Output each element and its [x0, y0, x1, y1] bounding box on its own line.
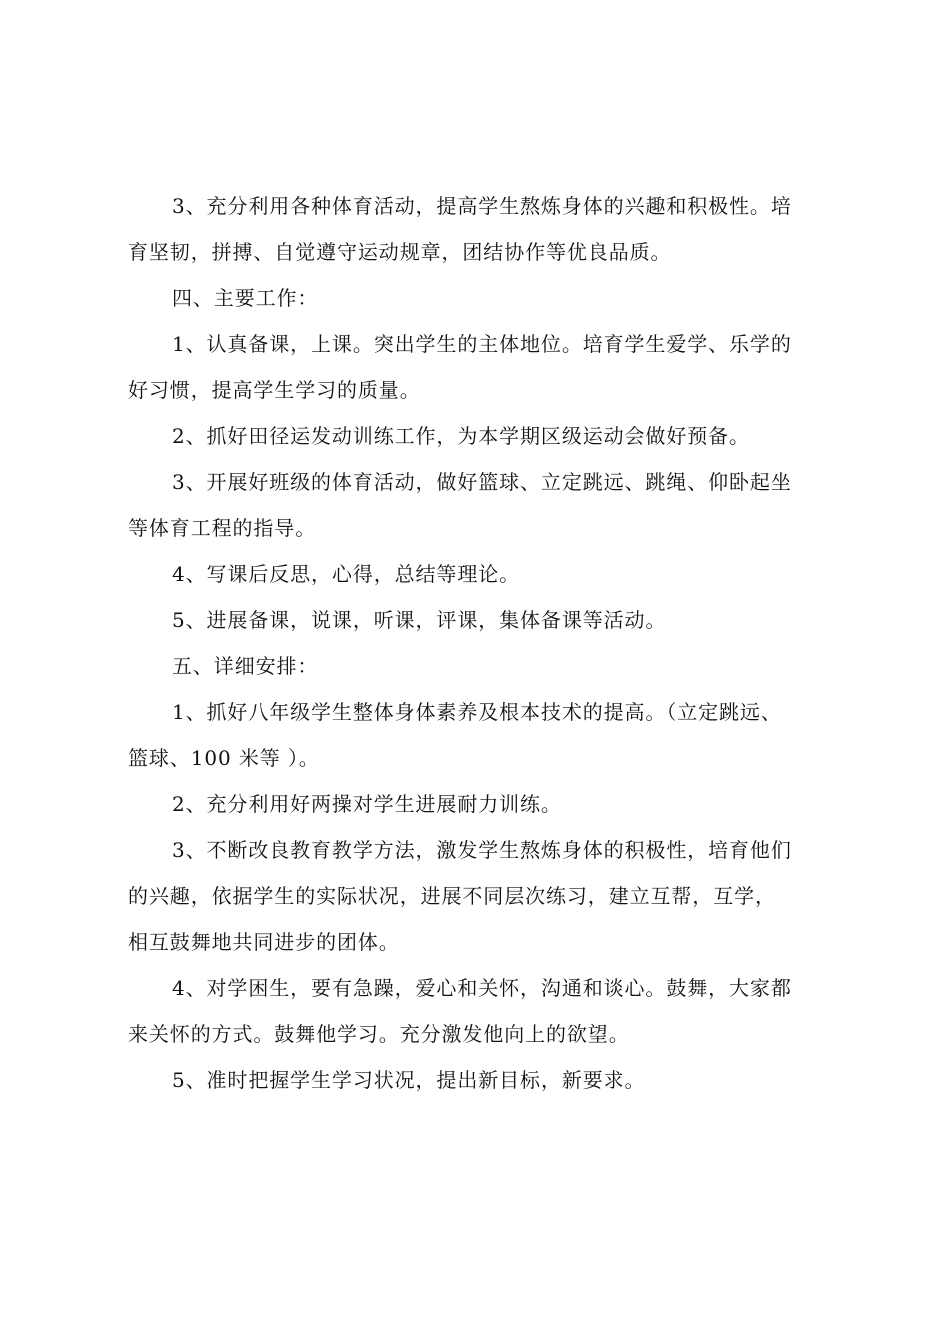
section-heading: 五、详细安排： — [172, 654, 319, 678]
text-line: 4、对学困生，要有急躁，爱心和关怀，沟通和谈心。鼓舞，大家都 — [172, 976, 792, 1000]
text-line: 的兴趣，依据学生的实际状况，进展不同层次练习，建立互帮，互学， — [128, 884, 776, 908]
text-line: 篮球、100 米等 ）。 — [128, 746, 320, 770]
text-line: 1、认真备课，上课。突出学生的主体地位。培育学生爱学、乐学的 — [172, 332, 792, 356]
text-line: 2、充分利用好两操对学生进展耐力训练。 — [172, 792, 562, 816]
text-line: 4、写课后反思，心得，总结等理论。 — [172, 562, 521, 586]
text-line: 等体育工程的指导。 — [128, 516, 317, 540]
text-line: 好习惯，提高学生学习的质量。 — [128, 378, 421, 402]
text-line: 育坚韧，拼搏、自觉遵守运动规章，团结协作等优良品质。 — [128, 240, 672, 264]
document-body — [128, 183, 832, 1103]
text-line: 3、开展好班级的体育活动，做好篮球、立定跳远、跳绳、仰卧起坐 — [172, 470, 792, 494]
text-line: 来关怀的方式。鼓舞他学习。充分激发他向上的欲望。 — [128, 1022, 630, 1046]
text-line: 3、充分利用各种体育活动，提高学生熬炼身体的兴趣和积极性。培 — [172, 194, 792, 218]
text-line: 3、不断改良教育教学方法，激发学生熬炼身体的积极性，培育他们 — [172, 838, 792, 862]
text-line: 1、抓好八年级学生整体身体素养及根本技术的提高。（立定跳远、 — [172, 700, 782, 724]
text-line: 5、准时把握学生学习状况，提出新目标，新要求。 — [172, 1068, 646, 1092]
text-line: 2、抓好田径运发动训练工作，为本学期区级运动会做好预备。 — [172, 424, 750, 448]
text-line: 相互鼓舞地共同进步的团体。 — [128, 930, 400, 954]
text-line: 5、进展备课，说课，听课，评课，集体备课等活动。 — [172, 608, 667, 632]
section-heading: 四、主要工作： — [172, 286, 319, 310]
